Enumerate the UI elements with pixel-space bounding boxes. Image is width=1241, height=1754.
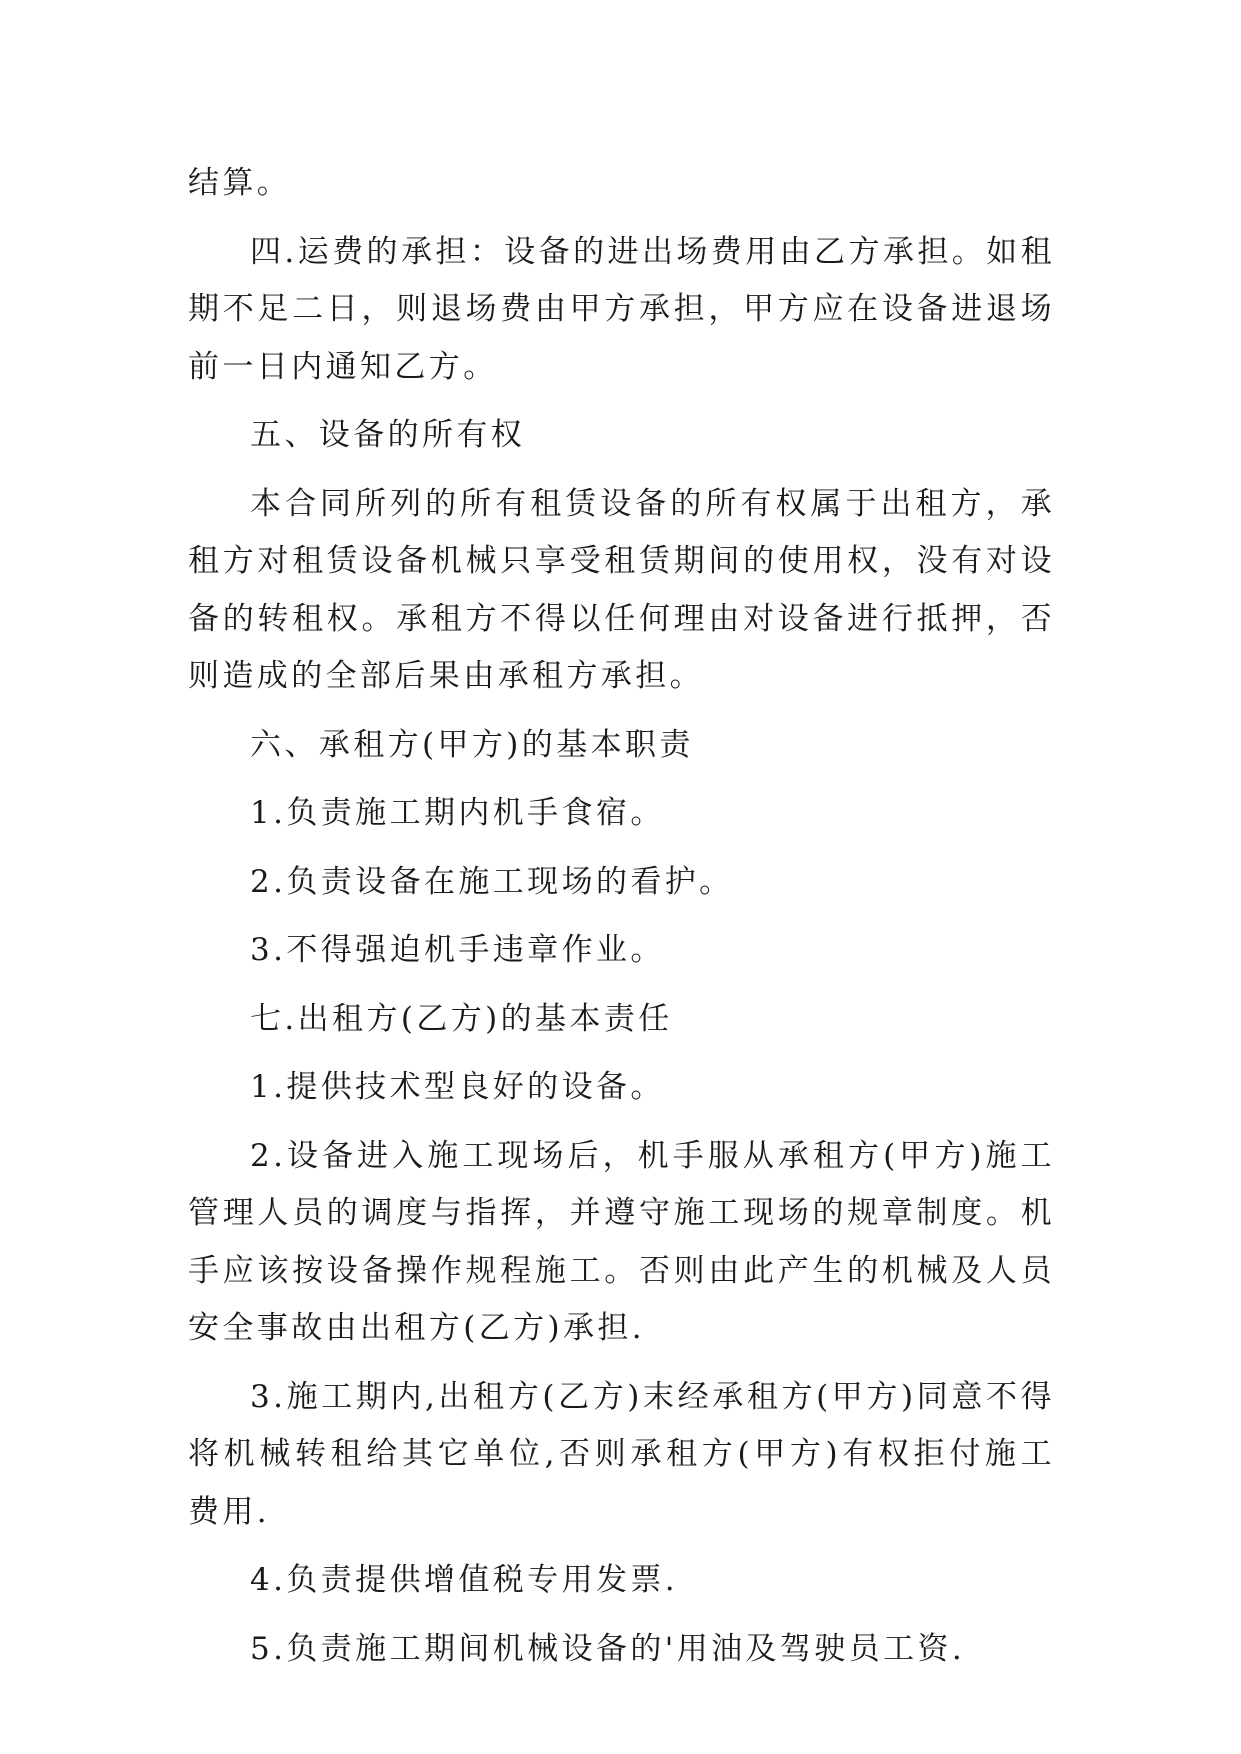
list-item-lessor-3: 3.施工期内,出租方(乙方)末经承租方(甲方)同意不得将机械转租给其它单位,否则承租方(甲方)有权拒付施工费用. bbox=[188, 1378, 1055, 1530]
heading-section-6-lessee-duties: 六、承租方(甲方)的基本职责 bbox=[250, 726, 694, 763]
list-item-lessee-2: 2.负责设备在施工现场的看护。 bbox=[250, 863, 734, 900]
paragraph-settlement-end: 结算。 bbox=[188, 165, 292, 201]
heading-section-7-lessor-duties: 七.出租方(乙方)的基本责任 bbox=[250, 1000, 673, 1037]
list-item-lessor-5: 5.负责施工期间机械设备的'用油及驾驶员工资. bbox=[250, 1630, 966, 1667]
paragraph-section-4-freight: 四.运费的承担：设备的进出场费用由乙方承担。如租期不足二日，则退场费由甲方承担，甲方应在设备进退场前一日内通知乙方。 bbox=[188, 233, 1055, 385]
paragraph-ownership-body: 本合同所列的所有租赁设备的所有权属于出租方，承租方对租赁设备机械只享受租赁期间的使用权，没有对设备的转租权。承租方不得以任何理由对设备进行抵押，否则造成的全部后果由承租方承担。 bbox=[188, 485, 1055, 694]
list-item-lessee-3: 3.不得强迫机手违章作业。 bbox=[250, 932, 665, 968]
list-item-lessor-1: 1.提供技术型良好的设备。 bbox=[250, 1069, 665, 1105]
list-item-lessee-1: 1.负责施工期内机手食宿。 bbox=[250, 795, 665, 831]
document-body bbox=[188, 155, 1055, 1678]
list-item-lessor-4: 4.负责提供增值税专用发票. bbox=[250, 1562, 679, 1598]
list-item-lessor-2: 2.设备进入施工现场后，机手服从承租方(甲方)施工管理人员的调度与指挥，并遵守施工现场的规章制度。机手应该按设备操作规程施工。否则由此产生的机械及人员安全事故由出租方(乙方)承担. bbox=[188, 1137, 1055, 1346]
heading-section-5-ownership: 五、设备的所有权 bbox=[250, 417, 526, 453]
